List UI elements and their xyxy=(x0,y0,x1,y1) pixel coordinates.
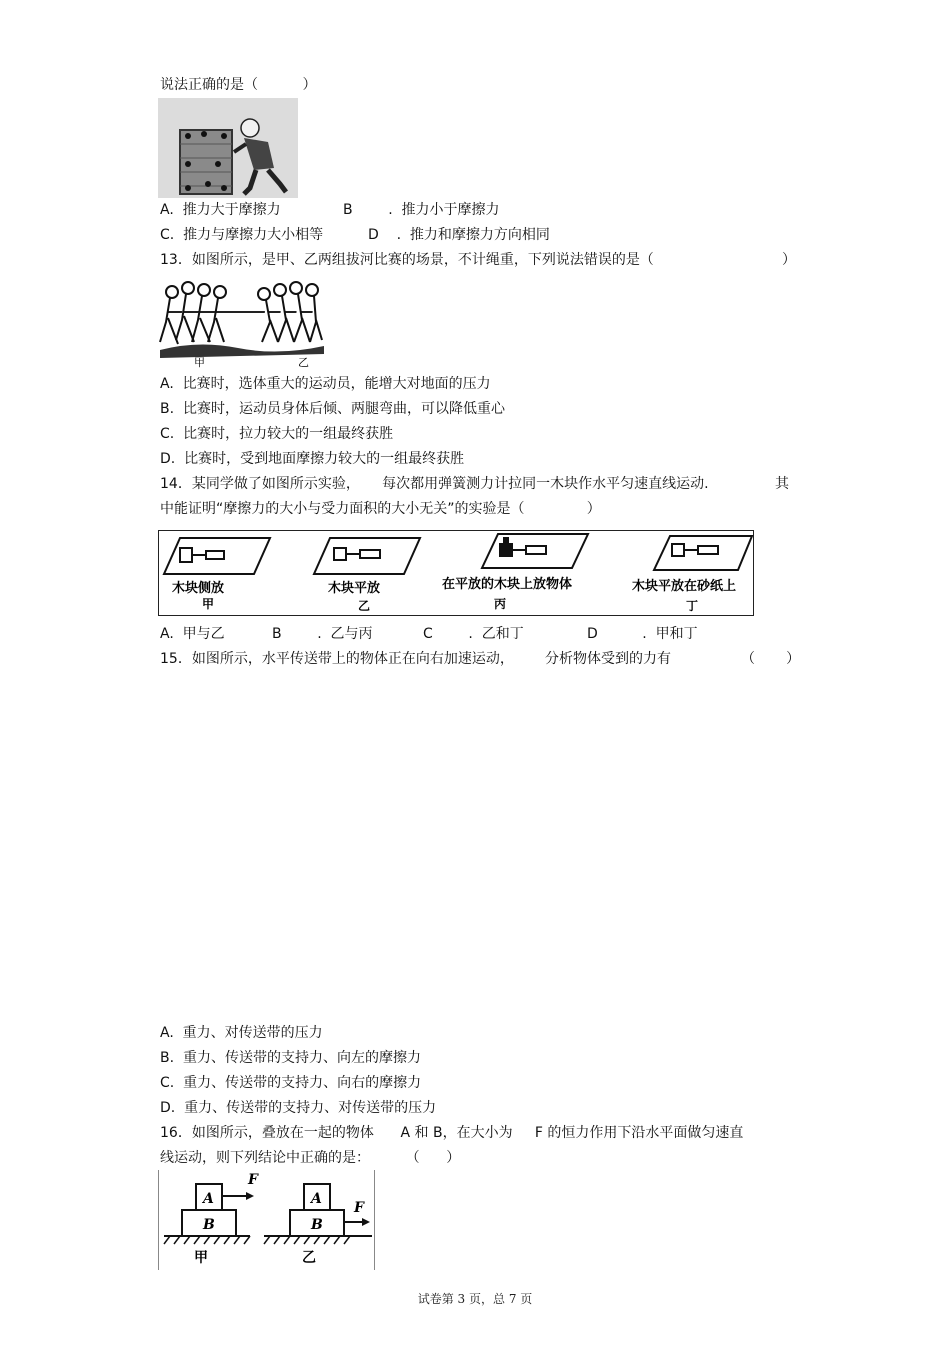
q13-label-yi: 乙 xyxy=(298,356,309,369)
q15-option-a: A. 重力、对传送带的压力 xyxy=(160,1025,323,1041)
q16-label-jia: 甲 xyxy=(194,1250,208,1266)
q15-option-d: D. 重力、传送带的支持力、对传送带的压力 xyxy=(160,1100,437,1116)
q15-stem-paren: （ ） xyxy=(741,651,801,667)
q14-stem-line1-end: 其 xyxy=(775,476,789,492)
stacked-blocks-figure xyxy=(158,1170,376,1270)
q14-caption-4: 木块平放在砂纸上 xyxy=(632,579,737,594)
q16-label-yi: 乙 xyxy=(302,1250,316,1266)
page-footer: 试卷第 3 页，总 7 页 xyxy=(417,1292,533,1306)
q14-option-c: C . 乙和丁 xyxy=(423,626,524,642)
friction-experiment-figure xyxy=(158,530,754,616)
q14-caption-2: 木块平放 xyxy=(328,581,381,596)
q14-label-1: 甲 xyxy=(202,597,215,611)
left-force-label: F xyxy=(248,1172,258,1188)
q15-option-c: C. 重力、传送带的支持力、向右的摩擦力 xyxy=(160,1075,422,1091)
right-block-a-label: A xyxy=(311,1191,322,1207)
q15-option-b: B. 重力、传送带的支持力、向左的摩擦力 xyxy=(160,1050,421,1066)
q13-option-d: D. 比赛时，受到地面摩擦力较大的一组最终获胜 xyxy=(160,451,465,467)
q13-option-b: B. 比赛时，运动员身体后倾、两腿弯曲，可以降低重心 xyxy=(160,401,505,417)
q13-stem-close: ） xyxy=(782,252,796,268)
left-block-a-label: A xyxy=(203,1191,214,1207)
left-block-b-label: B xyxy=(203,1217,215,1233)
q15-stem: 15．如图所示，水平传送带上的物体正在向右加速运动， 分析物体受到的力有 xyxy=(160,651,671,667)
q14-stem-line2: 中能证明“摩擦力的大小与受力面积的大小无关”的实验是（ ） xyxy=(160,501,601,517)
q16-stem-line2: 线运动，则下列结论中正确的是： （ ） xyxy=(160,1150,461,1166)
q13-stem: 13．如图所示，是甲、乙两组拔河比赛的场景，不计绳重，下列说法错误的是（ xyxy=(160,252,654,268)
q14-option-a: A. 甲与乙 xyxy=(160,626,225,642)
q13-option-c: C. 比赛时，拉力较大的一组最终获胜 xyxy=(160,426,394,442)
q14-label-2: 乙 xyxy=(358,599,371,613)
q12-option-c: C. 推力与摩擦力大小相等 xyxy=(160,227,324,243)
tug-of-war-figure xyxy=(158,278,326,370)
q14-option-b: B . 乙与丙 xyxy=(272,626,373,642)
q14-caption-1: 木块侧放 xyxy=(172,581,225,596)
q12-option-a: A. 推力大于摩擦力 xyxy=(160,202,281,218)
q14-label-4: 丁 xyxy=(686,599,699,613)
pushing-box-figure xyxy=(158,98,298,198)
q13-option-a: A. 比赛时，选体重大的运动员，能增大对地面的压力 xyxy=(160,376,491,392)
q14-caption-3: 在平放的木块上放物体 xyxy=(442,577,573,592)
q13-label-jia: 甲 xyxy=(194,356,205,369)
q14-stem-line1: 14．某同学做了如图所示实验， 每次都用弹簧测力计拉同一木块作水平匀速直线运动. xyxy=(160,476,709,492)
q12-option-b: B . 推力小于摩擦力 xyxy=(343,202,500,218)
q14-label-3: 丙 xyxy=(494,597,507,611)
q12-option-d: D . 推力和摩擦力方向相同 xyxy=(368,227,550,243)
right-force-label: F xyxy=(354,1200,364,1216)
q14-option-d: D . 甲和丁 xyxy=(587,626,698,642)
q16-stem-line1: 16．如图所示，叠放在一起的物体 A 和 B，在大小为 F 的恒力作用下沿水平面做匀速直 xyxy=(160,1125,744,1141)
right-block-b-label: B xyxy=(311,1217,323,1233)
question-stem-continuation: 说法正确的是（ ） xyxy=(160,77,317,93)
